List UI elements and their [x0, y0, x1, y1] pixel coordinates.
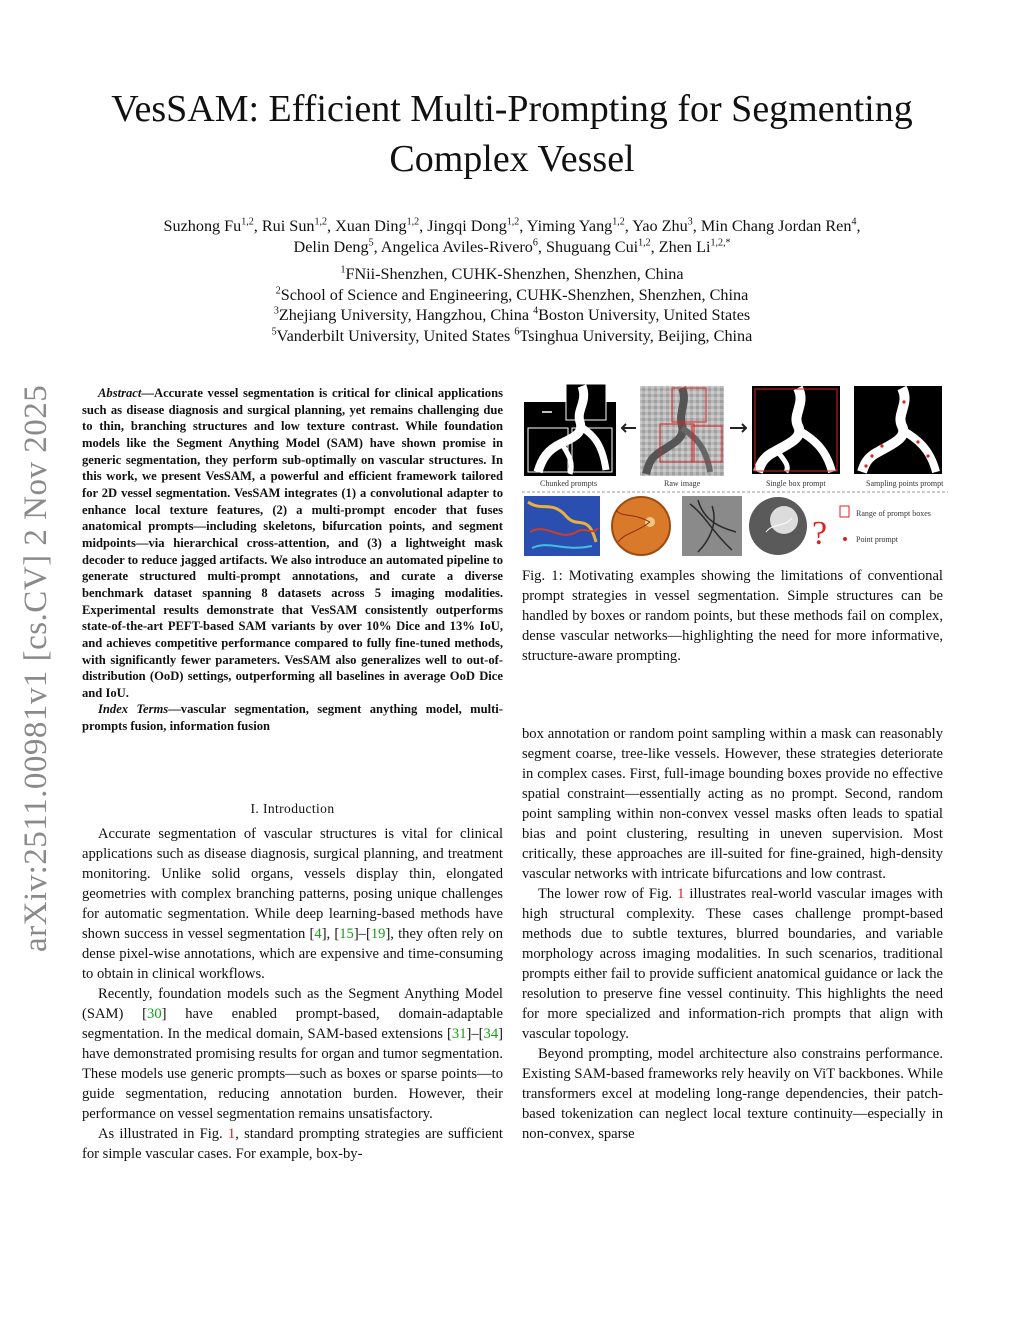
author-affiliation-mark: 1,2 [506, 216, 520, 228]
figure-1-caption: Fig. 1: Motivating examples showing the limitations of conventional prompt strategies in vessel segmentation. Simple structures can be handled by boxes or random points, but these methods fail on complex, dense vascular networks—highlighting the need for more informative, structure-aware prompting. [522, 568, 943, 664]
citation-link: 31 [451, 1026, 467, 1042]
label-raw-image: Raw image [664, 479, 701, 488]
author-name: Xuan Ding [335, 217, 407, 235]
author-affiliation-mark: 1,2 [612, 216, 625, 228]
body-paragraph: Beyond prompting, model architecture also constrains performance. Existing SAM-based frameworks rely heavily on ViT backbones. While transformers excel at modeling long-range dependencies, their patch-based tokenization can neglect local texture continuity—especially in non-convex, sparse [522, 1046, 943, 1142]
affiliation-text: Boston University, United States [538, 306, 751, 324]
citation-link: 30 [147, 1006, 162, 1022]
single-box-panel [752, 386, 840, 474]
figure-1-graphic [522, 382, 948, 562]
affiliation-text: Vanderbilt University, United States [276, 326, 515, 345]
title-line-1: VesSAM: Efficient Multi-Prompting for Segmenting [111, 88, 913, 130]
lower-row-images [524, 496, 808, 556]
author-affiliation-mark: 1,2 [406, 216, 420, 228]
author-list: Suzhong Fu$^{1,2}$, Rui Sun$^{1,2}$, Xuan Ding$^{1,2}$, Jingqi Dong$^{1,2}$, Yiming Yang$^{1,2}$, Yao Zhu$^3$, Min Chang Jordan Ren$^4$, Delin Deng$^5$, Angelica Aviles-Rivero$^6$, Shuguang Cui$^{1,2}$, Zhen $Li^{1,2,*}$ [163, 216, 861, 256]
right-column-body [522, 724, 943, 1144]
author-name: Zhen Li [658, 238, 711, 256]
affiliation-text: School of Science and Engineering, CUHK-Shenzhen, Shenzhen, China [280, 285, 749, 304]
affiliation-line [60, 285, 964, 306]
figure-reference-link: 1 [227, 1126, 236, 1142]
affiliation-text: Tsinghua University, Beijing, China [519, 326, 753, 345]
arrow-right-icon [730, 424, 746, 432]
author-name: Suzhong Fu [163, 217, 242, 235]
legend-point-icon [843, 537, 847, 541]
index-terms-label: Index Terms [98, 702, 169, 717]
body-paragraph: Recently, foundation models such as the Segment Anything Model (SAM) [30] have enabled prompt-based, domain-adaptable segmentation. In the medical domain, SAM-based extensions [31]–[34] have demonstrated promising results for organ and tumor segmentation. These models use generic prompts—such as boxes or sparse points—to guide segmentation, reducing annotation burden. However, their performance on vessel segmentation remains unsatisfactory. [82, 986, 503, 1122]
label-chunked-prompts: Chunked prompts [540, 479, 598, 488]
affiliation-number: 2 [275, 285, 281, 297]
figure-1 [522, 382, 948, 562]
author-name: Min Chang Jordan Ren [700, 217, 852, 235]
abstract [82, 385, 503, 735]
question-mark-icon: ? [812, 515, 828, 552]
raw-image-panel [640, 386, 724, 476]
abstract-label: Abstract [98, 386, 142, 400]
affiliation-text: Zhejiang University, Hangzhou, China [278, 306, 534, 324]
chunked-prompts-panel [524, 384, 616, 476]
author-affiliation-mark: 1,2 [314, 216, 328, 228]
affiliation-number: 1 [340, 264, 346, 276]
abstract-text: —Accurate vessel segmentation is critical for clinical applications such as disease diagnosis and surgical planning, yet remains challenging due to thin, branching structures and low texture contrast. While foundation models like the Segment Anything Model (SAM) have shown promise in generic segmentation, they perform sub-optimally on vascular structures. In this work, we present VesSAM, a powerful and efficient framework tailored for 2D vessel segmentation. VesSAM integrates (1) a convolutional adapter to enhance local texture features, (2) a multi-prompt encoder that fuses anatomical prompts—including skeletons, bifurcation points, and segment midpoints—via hierarchical cross-attention, and (3) a lightweight mask decoder to reduce jagged artifacts. We also introduce an automated pipeline to generate structured multi-prompt annotations, and curate a diverse benchmark dataset spanning 8 datasets across 5 imaging modalities. Experimental results demonstrate that VesSAM consistently outperforms state-of-the-art PEFT-based SAM variants by over 10% Dice and 13% IoU, and achieves competitive performance compared to fully fine-tuned methods, with significantly fewer parameters. VesSAM also generalizes well to out-of-distribution (OoD) settings, outperforming all baselines in average OoD Dice and IoU. [82, 386, 503, 700]
legend-box-label: Range of prompt boxes [856, 509, 931, 518]
author-affiliation-mark: 4 [851, 216, 857, 228]
author-name: Jingqi Dong [427, 217, 507, 235]
arrow-left-icon [622, 424, 636, 432]
affiliation-number: 4 [533, 305, 539, 317]
label-single-box: Single box prompt [766, 479, 826, 488]
legend-box-icon [840, 506, 849, 517]
paper-title [60, 84, 964, 184]
affiliation-line [60, 264, 964, 285]
affiliation-line [60, 326, 964, 347]
body-paragraph: box annotation or random point sampling within a mask can reasonably segment coarse, tree-like vessels. However, these strategies deteriorate in complex cases. First, full-image bounding boxes provide no effective spatial constraint—essentially acting as no prompt. Second, random point sampling within non-convex vessel masks often leads to spatial bias and point clustering, resulting in uneven supervision. Most critically, these approaches are ill-suited for fine-grained, high-density vascular networks with intricate bifurcations and low contrast. [522, 726, 943, 882]
affiliation-text: FNii-Shenzhen, CUHK-Shenzhen, Shenzhen, China [345, 265, 684, 283]
body-paragraph: As illustrated in Fig. 1, standard prompting strategies are sufficient for simple vascular cases. For example, box-by- [82, 1126, 503, 1162]
author-name: Angelica Aviles-Rivero [380, 238, 533, 256]
author-name: Rui Sun [261, 217, 315, 235]
author-affiliation-mark: 1,2,* [710, 237, 731, 249]
index-terms-text: —vascular segmentation, segment anything model, multi-prompts fusion, information fusion [82, 702, 503, 734]
sampling-points-panel [854, 386, 942, 474]
affiliation-list [60, 264, 964, 346]
author-affiliation-mark: 1,2 [241, 216, 254, 228]
author-name: Yao Zhu [632, 217, 688, 235]
author-name: Yiming Yang [526, 217, 613, 235]
left-column-body [82, 824, 503, 1164]
affiliation-number: 6 [514, 326, 520, 338]
title-line-2: Complex Vessel [389, 138, 635, 180]
affiliation-number: 3 [273, 305, 279, 317]
arxiv-identifier: arXiv:2511.00981v1 [cs.CV] 2 Nov 2025 [18, 384, 54, 952]
affiliation-number: 5 [271, 326, 277, 338]
author-affiliation-mark: 3 [687, 216, 693, 228]
arxiv-watermark [14, 375, 64, 955]
citation-link: 34 [483, 1026, 499, 1042]
legend-point-label: Point prompt [856, 535, 899, 544]
author-affiliation-mark: 5 [368, 237, 374, 249]
citation-link: 15 [339, 926, 354, 942]
citation-link: 19 [370, 926, 386, 942]
citation-link: 4 [314, 926, 322, 942]
author-name: Delin Deng [293, 238, 369, 256]
author-name: Shuguang Cui [545, 238, 639, 256]
author-affiliation-mark: 6 [532, 237, 538, 249]
author-affiliation-mark: 1,2 [638, 237, 651, 249]
affiliation-line [60, 305, 964, 326]
body-paragraph: Accurate segmentation of vascular structures is vital for clinical applications such as disease diagnosis, surgical planning, and treatment monitoring. Unlike solid organs, vessels display thin, elongated geometries with complex branching patterns, posing unique challenges for automatic segmentation. While deep learning-based methods have shown success in vessel segmentation [4], [15]–[19], they often rely on dense pixel-wise annotations, which are expensive and time-consuming to obtain in clinical workflows. [82, 826, 503, 982]
body-paragraph: The lower row of Fig. 1 illustrates real-world vascular images with high structural complexity. These cases challenge prompt-based methods due to subtle textures, blurred boundaries, and variable morphology across imaging modalities. In such scenarios, traditional prompts either fail to provide sufficient anatomical guidance or lack the resolution to preserve fine vessel continuity. This highlights the need for more specialized and information-rich prompts that align with vascular topology. [522, 886, 943, 1042]
figure-reference-link: 1 [677, 886, 685, 902]
label-sampling-points: Sampling points prompt [866, 479, 944, 488]
section-heading: I. Introduction [250, 801, 335, 816]
